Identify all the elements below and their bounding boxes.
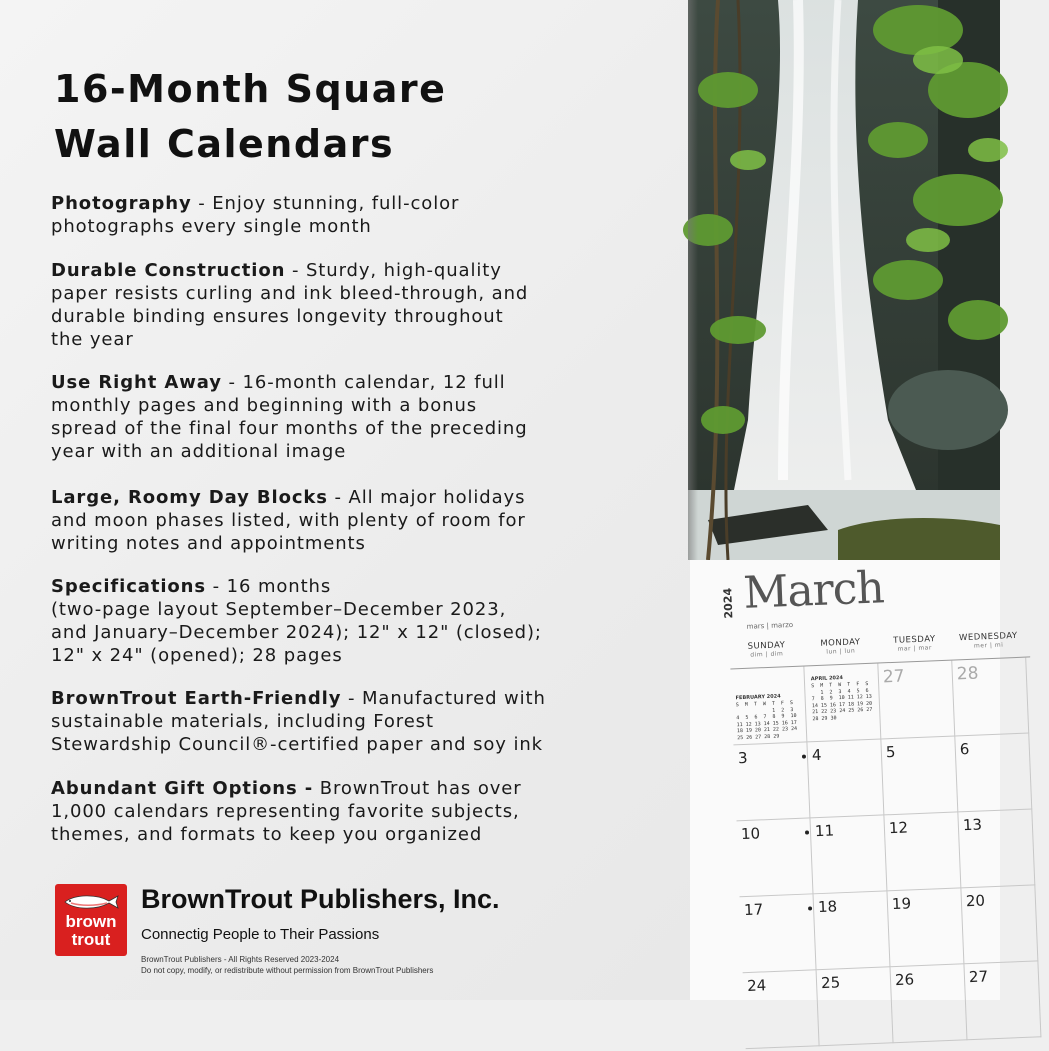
dayhead-wednesday: WEDNESDAY mer | mi (958, 630, 1018, 650)
mini-feb: S M T W T F S 1 2 3 4 5 6 7 8 9 10 11 12 13 14 15 16 17 18 19 20 21 22 23 24 25 26 27 28 29 (735, 699, 798, 741)
calendar-day: 4 (807, 739, 884, 818)
calendar-month: March (742, 562, 885, 619)
calendar-day: 28 (952, 658, 1029, 737)
feature-day-blocks: Large, Roomy Day Blocks - All major holidays and moon phases listed, with plenty of room for writing notes and appointments (51, 487, 526, 554)
logo-text-brown: brown (65, 912, 117, 931)
company-tagline: Connectig People to Their Passions (141, 926, 380, 943)
mini-feb-title: FEBRUARY 2024 (735, 693, 781, 702)
calendar-day: 5 (881, 736, 958, 815)
calendar-grid (730, 656, 1044, 1029)
title-line-1: 16-Month Square (54, 67, 447, 111)
cell-apr-mini (804, 664, 881, 743)
waterfall-photo (688, 0, 1000, 560)
feature-photography: Photography - Enjoy stunning, full-color photographs every single month (51, 193, 460, 237)
calendar-day: 27 (878, 661, 955, 740)
calendar-day: 20 (961, 885, 1038, 964)
calendar-year: 2024 (721, 587, 736, 619)
feature-durable-construction: Durable Construction - Sturdy, high-quality paper resists curling and ink bleed-through, and durable binding ensures longevity throughout the year (51, 260, 529, 350)
calendar-day: 11 (810, 815, 887, 894)
dayhead-monday: MONDAY lun | lun (820, 637, 861, 656)
calendar-day: 18 (814, 891, 891, 970)
calendar-day: 27 (964, 961, 1041, 1040)
calendar-day: 26 (891, 964, 968, 1043)
calendar-day: 17 (740, 894, 817, 973)
calendar-day: 25 (817, 967, 894, 1046)
calendar-day: 19 (887, 888, 964, 967)
title-line-2: Wall Calendars (54, 122, 395, 166)
feature-earth-friendly: BrownTrout Earth-Friendly - Manufactured with sustainable materials, including Forest Stewardship Council®-certified paper and soy ink (51, 688, 546, 755)
calendar-month-alt: mars | marzo (746, 620, 794, 631)
page-title (54, 62, 674, 172)
calendar-day: 10 (737, 818, 814, 897)
trout-fish-icon (61, 892, 121, 912)
feature-specifications: Specifications - 16 months (two-page layout September–December 2023, and January–December 2024); 12" x 12" (closed); 12" x 24" (opened); 28 pages (51, 576, 542, 666)
logo-text-trout: trout (71, 930, 111, 949)
legal-notice: BrownTrout Publishers - All Rights Reserved 2023-2024 Do not copy, modify, or redistribute without permission from BrownTrout Publishers (141, 955, 434, 975)
dayhead-sunday: SUNDAY dim | dim (747, 640, 786, 659)
calendar-day: 13 (958, 809, 1035, 888)
calendar-page (690, 560, 1018, 1000)
browntrout-logo (55, 884, 127, 956)
mini-apr-title: APRIL 2024 (810, 674, 844, 683)
mini-apr: S M T W T F S 1 2 3 4 5 6 7 8 9 10 11 12 13 14 15 16 17 18 19 20 21 22 23 24 25 26 27 28 29 30 (811, 680, 873, 722)
feature-use-right-away: Use Right Away - 16-month calendar, 12 full monthly pages and beginning with a bonus spread of the final four months of the preceding year with an additional image (51, 372, 528, 462)
calendar-day: 6 (955, 734, 1032, 813)
company-name: BrownTrout Publishers, Inc. (141, 884, 500, 914)
cell-feb-mini (730, 666, 807, 745)
calendar-day: 12 (884, 812, 961, 891)
brand-block (55, 884, 685, 984)
feature-gift-options: Abundant Gift Options - BrownTrout has over 1,000 calendars representing favorite subjects, themes, and formats to keep you organized (51, 778, 522, 845)
calendar-day: 3 (733, 742, 810, 821)
dayhead-tuesday: TUESDAY mar | mar (892, 634, 936, 653)
calendar-day: 24 (743, 970, 820, 1049)
